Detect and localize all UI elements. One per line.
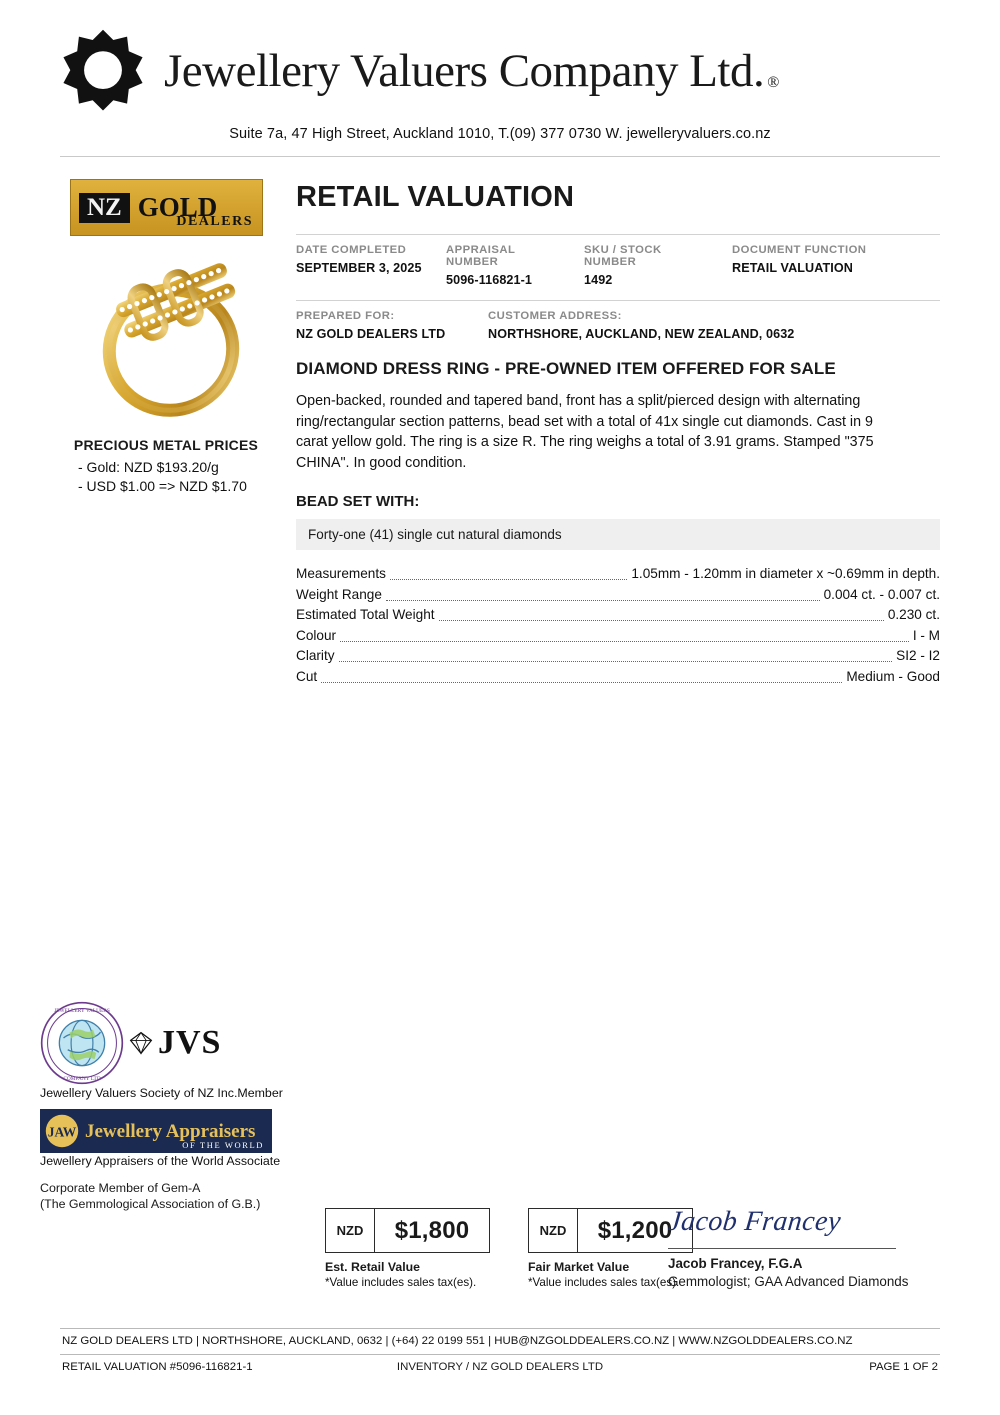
footer-left: RETAIL VALUATION #5096-116821-1 xyxy=(62,1361,253,1373)
spec-key: Colour xyxy=(296,627,337,643)
meta-customer-address xyxy=(488,310,812,341)
meta-document-function-value: RETAIL VALUATION xyxy=(732,261,853,275)
spec-key: Measurements xyxy=(296,566,386,581)
footer-contact-line: NZ GOLD DEALERS LTD | NORTHSHORE, AUCKLAND, 0632 | (+64) 22 0199 551 | HUB@NZGOLDDEALERS.CO.NZ | WWW.NZGOLDDEALERS.CO.NZ xyxy=(62,1335,853,1347)
bead-set-summary: Forty-one (41) single cut natural diamonds xyxy=(296,519,940,550)
spec-dots xyxy=(339,661,893,662)
footer-center: INVENTORY / NZ GOLD DEALERS LTD xyxy=(396,1361,604,1373)
meta-document-function xyxy=(732,244,884,287)
meta-divider-2 xyxy=(296,300,940,301)
meta-document-function-label: DOCUMENT FUNCTION xyxy=(732,244,867,256)
jvs-wordmark-text: JVS xyxy=(158,1023,222,1061)
signatory-role: Gemmologist; GAA Advanced Diamonds xyxy=(668,1274,909,1289)
jvs-seal-icon xyxy=(40,1001,124,1085)
gem-a-membership xyxy=(40,1180,290,1212)
valuation-figures xyxy=(325,1208,693,1289)
meta-prepared-for-label: PREPARED FOR: xyxy=(296,310,395,322)
jaw-badge xyxy=(40,1109,272,1153)
spec-row xyxy=(296,564,940,584)
spec-row xyxy=(296,585,940,605)
precious-metal-prices-title: PRECIOUS METAL PRICES xyxy=(73,437,259,453)
spec-key: Cut xyxy=(296,668,318,684)
meta-appraisal-number-value: 5096-116821-1 xyxy=(446,273,533,287)
nzgd-logo-gold: GOLD xyxy=(137,192,218,222)
spec-dots xyxy=(390,579,627,580)
est-retail-value-block xyxy=(325,1208,490,1289)
signature-block xyxy=(668,1206,928,1289)
company-logo-icon xyxy=(60,28,146,114)
signatory-name: Jacob Francey, F.G.A xyxy=(668,1256,803,1271)
spec-row xyxy=(296,646,940,666)
svg-text:JEWELLERY VALUERS: JEWELLERY VALUERS xyxy=(54,1007,110,1014)
spec-value: I - M xyxy=(912,627,940,643)
spec-dots xyxy=(340,641,909,642)
jaw-logo-icon xyxy=(44,1113,80,1149)
meta-sku-value: 1492 xyxy=(584,273,613,287)
brand-row xyxy=(60,28,940,114)
left-column xyxy=(60,179,290,687)
spec-dots xyxy=(439,620,884,621)
meta-prepared-for xyxy=(296,310,488,341)
document-body xyxy=(0,157,1000,687)
meta-appraisal-number-label: APPRAISAL NUMBER xyxy=(446,244,516,268)
spec-value: 0.230 ct. xyxy=(887,607,940,622)
spec-row xyxy=(296,667,940,687)
company-name-text: Jewellery Valuers Company Ltd. xyxy=(164,45,765,97)
jaw-caption: Jewellery Appraisers of the World Associate xyxy=(40,1154,281,1168)
est-retail-value-box xyxy=(325,1208,490,1253)
right-column xyxy=(290,179,940,687)
meta-date-completed-label: DATE COMPLETED xyxy=(296,244,407,256)
company-name xyxy=(164,44,779,98)
nzgd-logo-nz: NZ xyxy=(79,193,130,223)
spec-dots xyxy=(321,682,842,683)
meta-prepared-for-value: NZ GOLD DEALERS LTD xyxy=(296,327,446,341)
spec-value: SI2 - I2 xyxy=(896,648,940,663)
accreditation-badges xyxy=(40,1000,290,1212)
document-header xyxy=(0,0,1000,157)
spec-value: Medium - Good xyxy=(846,668,940,684)
spec-key: Clarity xyxy=(296,648,335,663)
meta-customer-address-value: NORTHSHORE, AUCKLAND, NEW ZEALAND, 0632 xyxy=(488,327,795,341)
spec-key: Estimated Total Weight xyxy=(296,607,435,622)
metal-price-gold: - Gold: NZD $193.20/g xyxy=(78,459,219,475)
est-retail-note: *Value includes sales tax(es). xyxy=(325,1276,477,1289)
gem-a-line-1: Corporate Member of Gem-A xyxy=(40,1181,201,1195)
jvs-caption: Jewellery Valuers Society of NZ Inc.Member xyxy=(40,1086,283,1100)
jaw-title: Jewellery Appraisers xyxy=(85,1120,256,1142)
meta-sku xyxy=(584,244,732,287)
page-title: RETAIL VALUATION xyxy=(296,181,575,213)
nz-gold-dealers-logo xyxy=(70,179,263,236)
bead-set-title: BEAD SET WITH: xyxy=(296,493,420,510)
meta-row-2 xyxy=(296,310,940,341)
item-title: DIAMOND DRESS RING - PRE-OWNED ITEM OFFERED FOR SALE xyxy=(296,359,836,378)
page-footer xyxy=(60,1328,940,1373)
fair-market-note: *Value includes sales tax(es). xyxy=(528,1276,680,1289)
signature-line xyxy=(668,1248,896,1249)
ring-photo xyxy=(66,242,281,427)
meta-date-completed-value: SEPTEMBER 3, 2025 xyxy=(296,261,422,275)
diamond-spec-list xyxy=(296,564,940,687)
jaw-subtitle: OF THE WORLD xyxy=(182,1140,264,1150)
spec-value: 1.05mm - 1.20mm in diameter x ~0.69mm in depth. xyxy=(631,566,940,581)
registered-mark: ® xyxy=(767,74,779,91)
signature-script: Jacob Francey xyxy=(666,1206,843,1237)
meta-customer-address-label: CUSTOMER ADDRESS: xyxy=(488,310,622,322)
meta-date-completed xyxy=(296,244,446,287)
metal-price-usd: - USD $1.00 => NZD $1.70 xyxy=(78,478,247,494)
jvs-wordmark xyxy=(128,1024,221,1062)
est-retail-label: Est. Retail Value xyxy=(325,1260,421,1274)
diamond-icon xyxy=(128,1030,154,1056)
nzgd-logo-dealers: DEALERS xyxy=(176,214,253,229)
spec-dots xyxy=(386,600,820,601)
fair-market-currency: NZD xyxy=(529,1209,578,1252)
svg-text:COMPANY LTD: COMPANY LTD xyxy=(63,1075,101,1082)
est-retail-currency: NZD xyxy=(326,1209,375,1252)
meta-sku-label: SKU / STOCK NUMBER xyxy=(584,244,662,268)
jvs-badge xyxy=(40,1000,290,1085)
meta-appraisal-number xyxy=(446,244,584,287)
spec-row xyxy=(296,626,940,646)
fair-market-amount: $1,200 xyxy=(597,1216,673,1244)
svg-text:JAW: JAW xyxy=(47,1124,77,1140)
est-retail-amount: $1,800 xyxy=(394,1216,470,1244)
spec-value: 0.004 ct. - 0.007 ct. xyxy=(823,586,940,602)
meta-divider-1 xyxy=(296,234,940,235)
fair-market-label: Fair Market Value xyxy=(528,1260,630,1274)
meta-row-1 xyxy=(296,244,940,287)
spec-key: Weight Range xyxy=(296,586,382,602)
item-description: Open-backed, rounded and tapered band, front has a split/pierced design with alternating ring/rectangular section patterns, bead set with a total of 41x single cut diamonds. Cast in 9 carat yellow gold. The ring is a size R. The ring weighs a total of 3.91 grams. Stamped "375 CHINA". In good condition. xyxy=(296,393,874,471)
gem-a-line-2: (The Gemmological Association of G.B.) xyxy=(40,1197,261,1211)
company-address: Suite 7a, 47 High Street, Auckland 1010, T.(09) 377 0730 W. jewelleryvaluers.co.nz xyxy=(229,126,771,142)
footer-right: PAGE 1 OF 2 xyxy=(869,1361,938,1373)
spec-row xyxy=(296,605,940,625)
